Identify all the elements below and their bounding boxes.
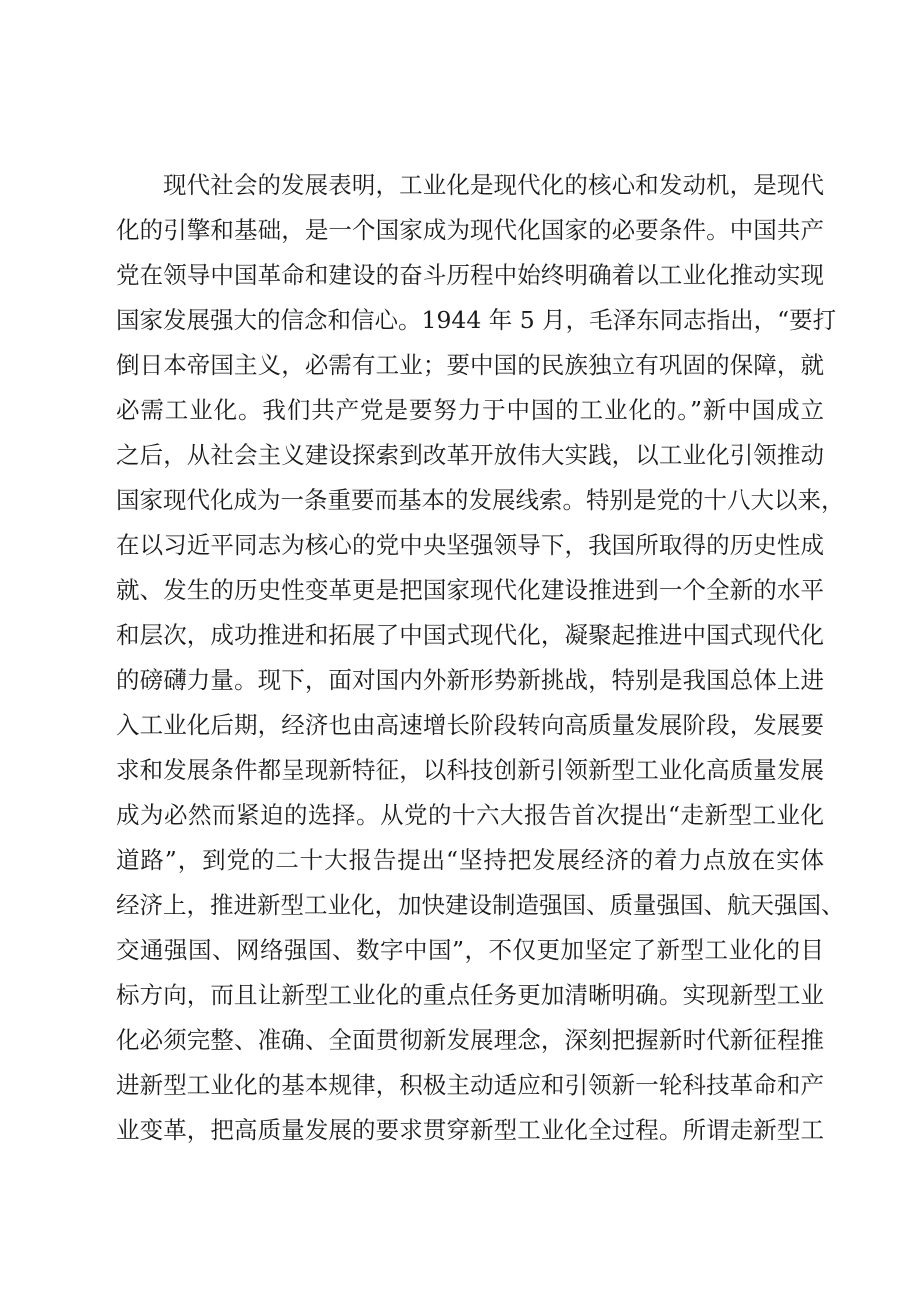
paragraph-line: 必需工业化。我们共产党是要努力于中国的工业化的。”新中国成立 — [116, 396, 824, 424]
paragraph-line: 国家发展强大的信念和信心。1944 年 5 月，毛泽东同志指出，“要打 — [116, 306, 837, 334]
paragraph-line: 党在领导中国革命和建设的奋斗历程中始终明确着以工业化推动实现 — [116, 261, 824, 289]
paragraph-line: 交通强国、网络强国、数字中国”，不仅更加坚定了新型工业化的目 — [116, 936, 824, 964]
paragraph-line: 就、发生的历史性变革更是把国家现代化建设推进到一个全新的水平 — [116, 576, 824, 604]
paragraph-line: 之后，从社会主义建设探索到改革开放伟大实践，以工业化引领推动 — [116, 441, 824, 469]
paragraph-line: 倒日本帝国主义，必需有工业；要中国的民族独立有巩固的保障，就 — [116, 351, 824, 379]
paragraph-line: 业变革，把高质量发展的要求贯穿新型工业化全过程。所谓走新型工 — [116, 1116, 824, 1144]
body-paragraph — [116, 163, 845, 1153]
paragraph-line: 入工业化后期，经济也由高速增长阶段转向高质量发展阶段，发展要 — [116, 711, 824, 739]
paragraph-line: 求和发展条件都呈现新特征，以科技创新引领新型工业化高质量发展 — [116, 756, 824, 784]
paragraph-line: 成为必然而紧迫的选择。从党的十六大报告首次提出“走新型工业化 — [116, 801, 824, 829]
paragraph-line: 进新型工业化的基本规律，积极主动适应和引领新一轮科技革命和产 — [116, 1071, 824, 1099]
paragraph-line: 现代社会的发展表明，工业化是现代化的核心和发动机，是现代 — [163, 171, 824, 199]
paragraph-line: 和层次，成功推进和拓展了中国式现代化，凝聚起推进中国式现代化 — [116, 621, 824, 649]
paragraph-line: 在以习近平同志为核心的党中央坚强领导下，我国所取得的历史性成 — [116, 531, 824, 559]
paragraph-line: 化必须完整、准确、全面贯彻新发展理念，深刻把握新时代新征程推 — [116, 1026, 824, 1054]
paragraph-line: 道路”，到党的二十大报告提出“坚持把发展经济的着力点放在实体 — [116, 846, 824, 874]
paragraph-line: 化的引擎和基础，是一个国家成为现代化国家的必要条件。中国共产 — [116, 216, 824, 244]
paragraph-line: 经济上，推进新型工业化，加快建设制造强国、质量强国、航天强国、 — [116, 891, 845, 919]
paragraph-line: 的磅礴力量。现下，面对国内外新形势新挑战，特别是我国总体上进 — [116, 666, 824, 694]
paragraph-line: 国家现代化成为一条重要而基本的发展线索。特别是党的十八大以来， — [116, 486, 845, 514]
paragraph-line: 标方向，而且让新型工业化的重点任务更加清晰明确。实现新型工业 — [116, 981, 824, 1009]
